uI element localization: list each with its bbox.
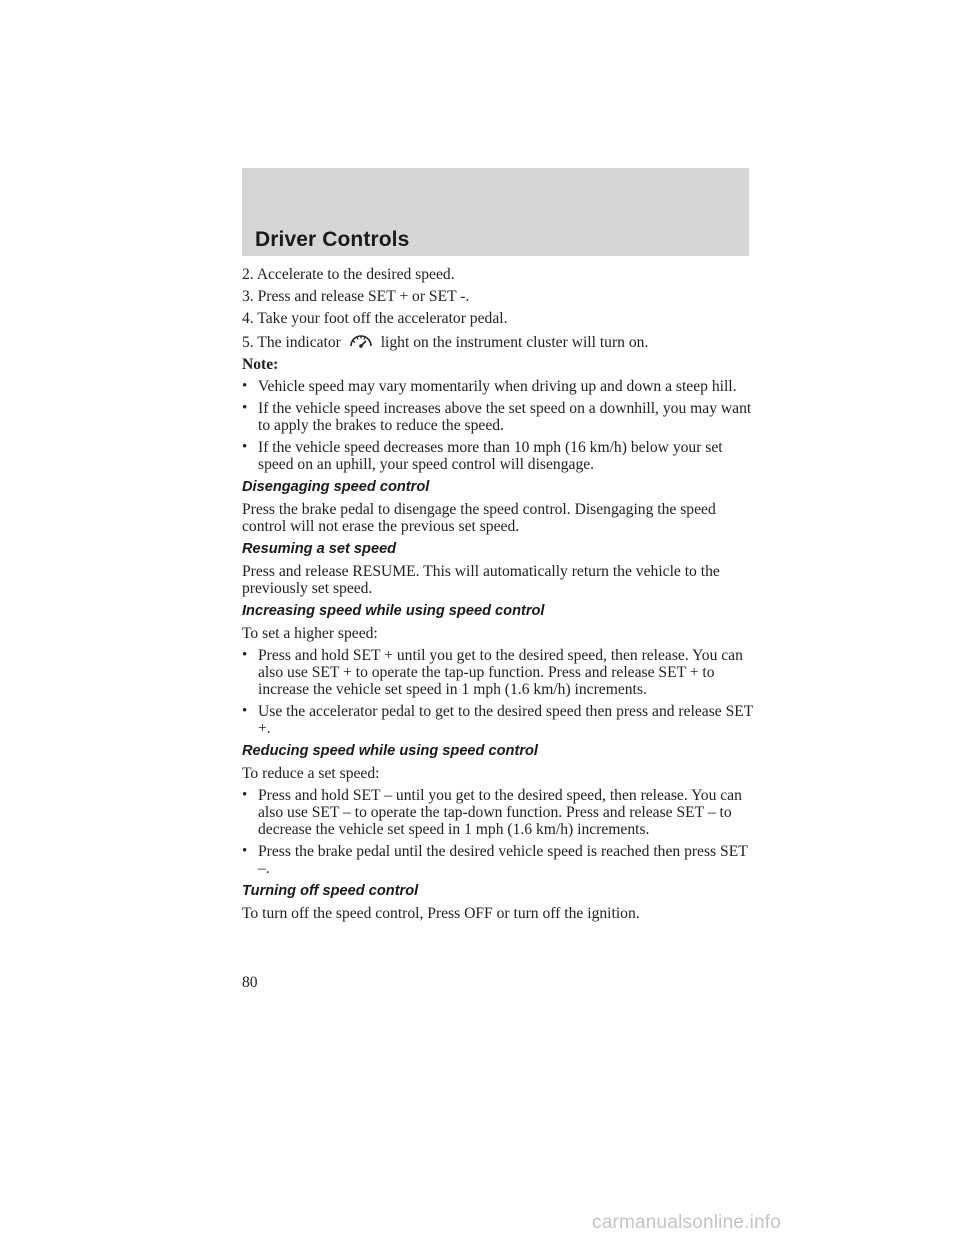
- heading-resuming: Resuming a set speed: [242, 541, 397, 557]
- watermark-text[interactable]: carmanualsonline.info: [592, 1212, 782, 1233]
- text-disengaging: Press the brake pedal to disengage the speed control. Disengaging the speed control will not erase the previous set speed.: [242, 501, 716, 535]
- bullet-icon: •: [242, 439, 248, 455]
- step-5: [242, 332, 757, 351]
- note-bullet-list: [242, 378, 757, 473]
- list-item: • Vehicle speed may vary momentarily when driving up and down a steep hill.: [242, 378, 737, 395]
- intro-reducing: To reduce a set speed:: [242, 765, 380, 782]
- text-turning-off: To turn off the speed control, Press OFF or turn off the ignition.: [242, 905, 640, 922]
- list-item: • If the vehicle speed decreases more than 10 mph (16 km/h) below your set speed on an uphill, your speed control will disengage.: [242, 439, 723, 473]
- list-item: • If the vehicle speed increases above the set speed on a downhill, you may want to apply the brakes to reduce the speed.: [242, 400, 752, 434]
- heading-reducing: Reducing speed while using speed control: [242, 743, 538, 759]
- heading-increasing: Increasing speed while using speed control: [242, 603, 545, 619]
- bullet-icon: •: [242, 843, 248, 859]
- bullet-icon: •: [242, 787, 248, 803]
- bullet-icon: •: [242, 703, 248, 719]
- section-title: Driver Controls: [255, 228, 410, 251]
- note-label: Note:: [242, 356, 279, 373]
- increasing-bullet-list: [242, 647, 757, 737]
- step-3: 3. Press and release SET + or SET -.: [242, 288, 470, 305]
- heading-disengaging: Disengaging speed control: [242, 479, 430, 495]
- list-item: • Press the brake pedal until the desired vehicle speed is reached then press SET –.: [242, 843, 748, 877]
- speed-control-indicator-icon: [347, 332, 375, 350]
- step-2: 2. Accelerate to the desired speed.: [242, 266, 455, 283]
- list-item: • Use the accelerator pedal to get to the desired speed then press and release SET +.: [242, 703, 754, 737]
- bullet-icon: •: [242, 400, 248, 416]
- bullet-icon: •: [242, 647, 248, 663]
- reducing-bullet-list: [242, 787, 757, 877]
- page-number: 80: [242, 974, 258, 991]
- text-resuming: Press and release RESUME. This will automatically return the vehicle to the previously set speed.: [242, 563, 720, 597]
- step-5-after: light on the instrument cluster will turn on.: [380, 334, 649, 351]
- bullet-icon: •: [242, 378, 248, 394]
- step-4: 4. Take your foot off the accelerator pedal.: [242, 310, 508, 327]
- list-item: • Press and hold SET + until you get to the desired speed, then release. You can also use SET + to operate the tap-up function. Press and release SET + to increase the vehicle set speed in 1 mph (1.6 km/h) increments.: [242, 647, 743, 698]
- page-content: [242, 266, 757, 927]
- heading-turning-off: Turning off speed control: [242, 883, 419, 899]
- list-item: • Press and hold SET – until you get to the desired speed, then release. You can also use SET – to operate the tap-down function. Press and release SET – to decrease the vehicle set speed in 1 mph (1.6 km/h) increments.: [242, 787, 742, 838]
- step-5-before: 5. The indicator: [242, 334, 341, 351]
- intro-increasing: To set a higher speed:: [242, 625, 378, 642]
